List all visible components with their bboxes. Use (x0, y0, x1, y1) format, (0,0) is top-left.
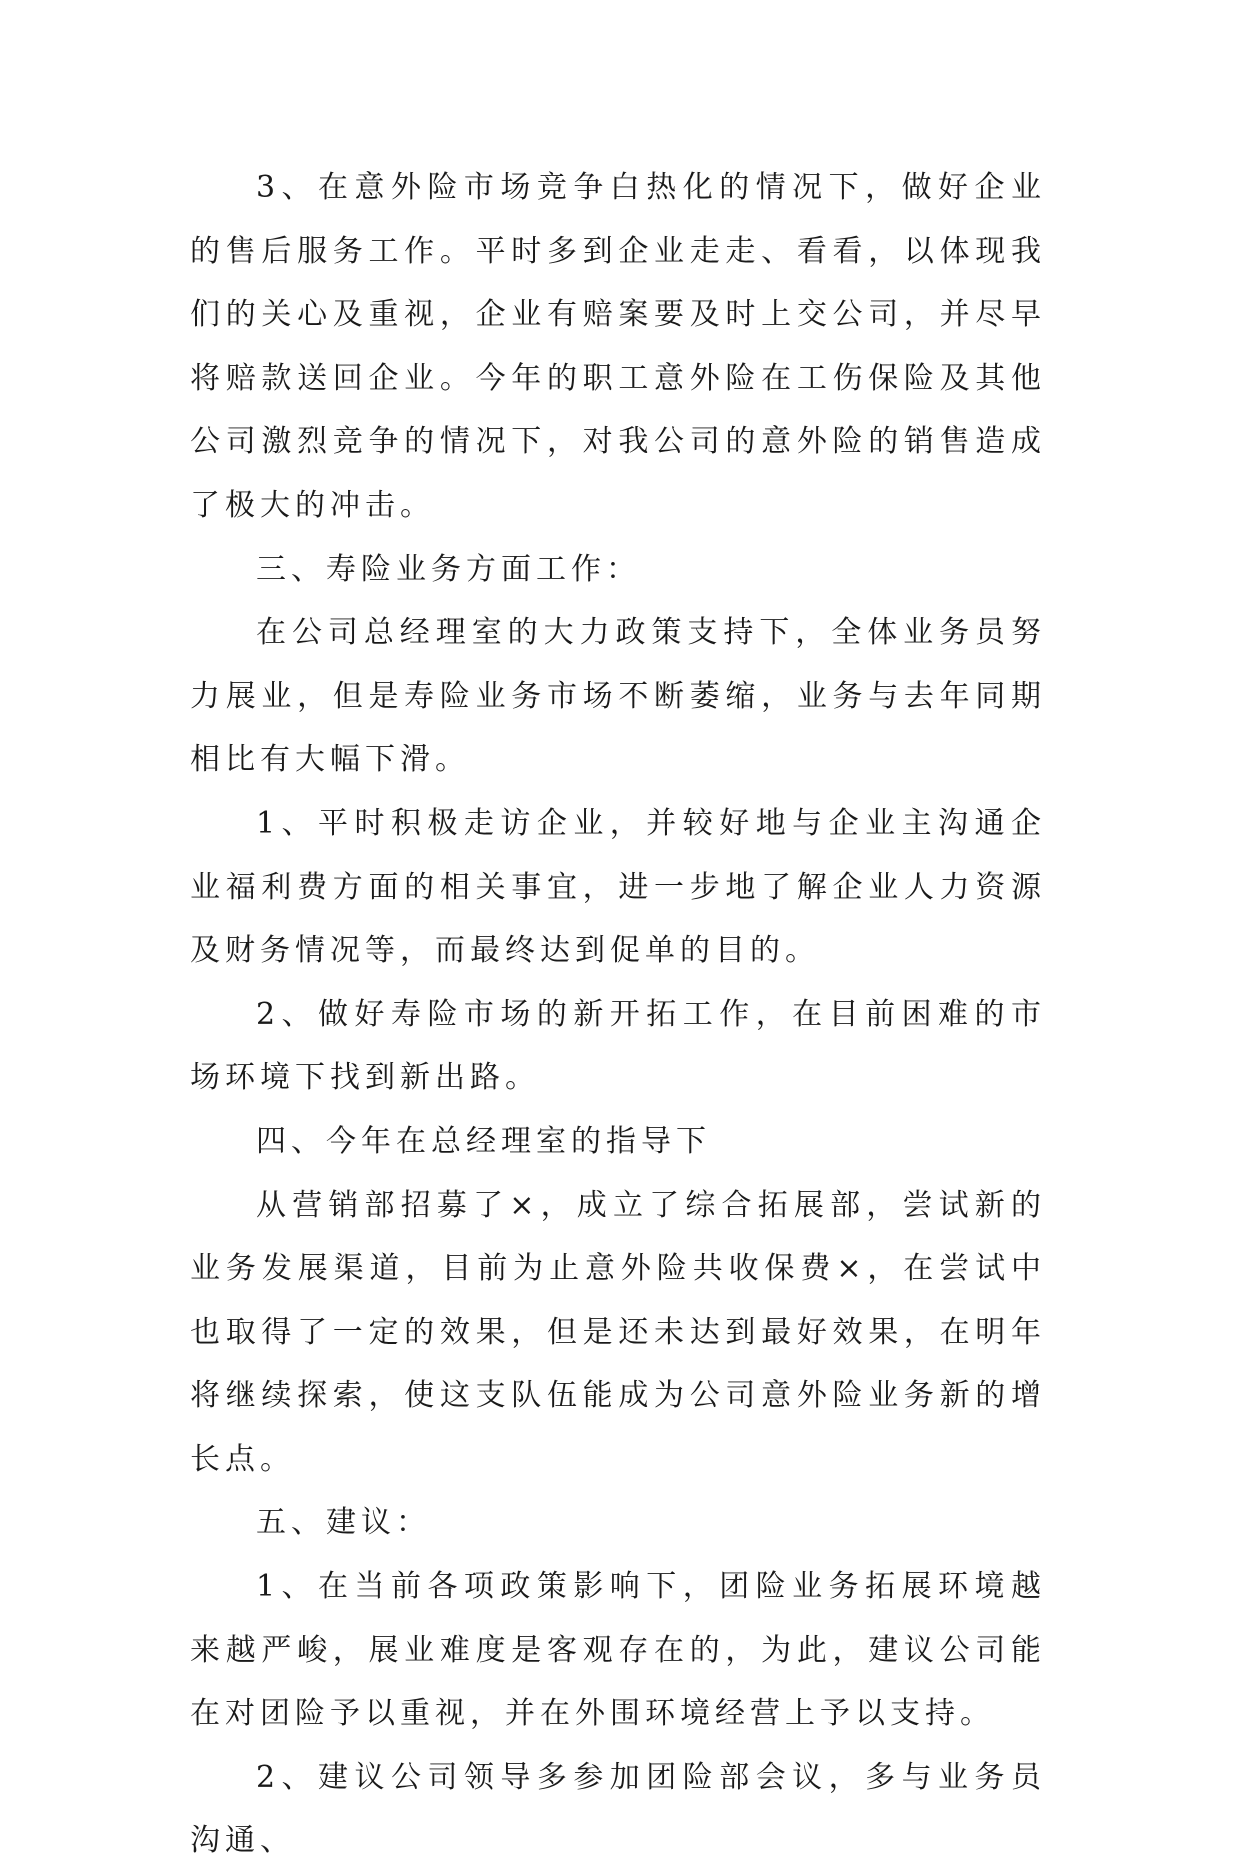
paragraph-life-insurance-summary: 在公司总经理室的大力政策支持下，全体业务员努力展业，但是寿险业务市场不断萎缩，业务与去年同期相比有大幅下滑。 (190, 615, 1046, 778)
paragraph-suggestion-1: 1、在当前各项政策影响下，团险业务拓展环境越来越严峻，展业难度是客观存在的，为此，建议公司能在对团险予以重视，并在外围环境经营上予以支持。 (190, 1569, 1046, 1732)
paragraph-after-sales-service: 3、在意外险市场竞争白热化的情况下，做好企业的售后服务工作。平时多到企业走走、看看，以体现我们的关心及重视，企业有赔案要及时上交公司，并尽早将赔款送回企业。今年的职工意外险在工伤保险及其他公司激烈竞争的情况下，对我公司的意外险的销售造成了极大的冲击。 (190, 170, 1046, 523)
paragraph-suggestion-2: 2、建议公司领导多参加团险部会议，多与业务员沟通、 (190, 1759, 1046, 1859)
heading-guidance-this-year: 四、今年在总经理室的指导下 (256, 1123, 711, 1159)
paragraph-visit-enterprises: 1、平时积极走访企业，并较好地与企业主沟通企业福利费方面的相关事宜，进一步地了解企业人力资源及财务情况等，而最终达到促单的目的。 (190, 805, 1046, 969)
heading-suggestions: 五、建议： (256, 1505, 431, 1541)
paragraph-new-market: 2、做好寿险市场的新开拓工作，在目前困难的市场环境下找到新出路。 (190, 996, 1046, 1096)
heading-life-insurance-work: 三、寿险业务方面工作： (256, 551, 641, 587)
document-body (190, 156, 1046, 1873)
paragraph-expansion-department: 从营销部招募了×，成立了综合拓展部，尝试新的业务发展渠道，目前为止意外险共收保费×，在尝试中也取得了一定的效果，但是还未达到最好效果，在明年将继续探索，使这支队伍能成为公司意外险业务新的增长点。 (190, 1187, 1046, 1477)
